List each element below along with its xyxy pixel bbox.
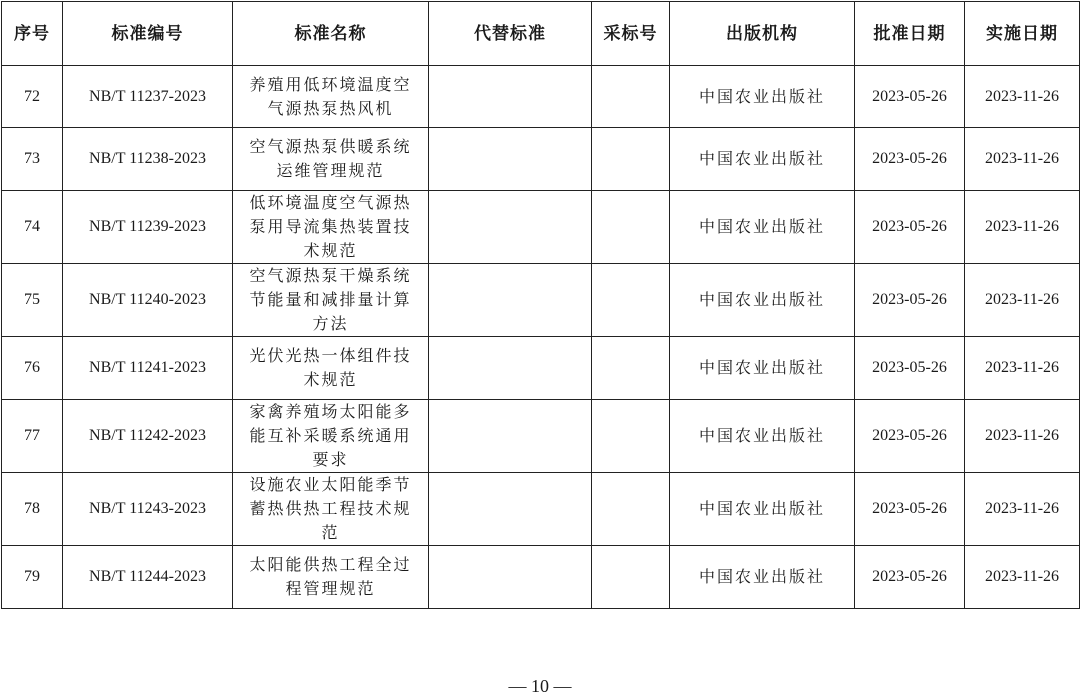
replaces-cell <box>429 337 592 400</box>
approved-cell: 2023-05-26 <box>855 473 965 546</box>
header-code: 标准编号 <box>63 2 233 66</box>
adopted-cell <box>592 128 670 191</box>
code-cell: NB/T 11243-2023 <box>63 473 233 546</box>
name-cell: 家禽养殖场太阳能多能互补采暖系统通用要求 <box>233 400 429 473</box>
code-cell: NB/T 11237-2023 <box>63 66 233 128</box>
replaces-cell <box>429 128 592 191</box>
replaces-cell <box>429 66 592 128</box>
header-seq: 序号 <box>2 2 63 66</box>
publisher-cell: 中国农业出版社 <box>670 400 855 473</box>
name-cell: 空气源热泵供暖系统运维管理规范 <box>233 128 429 191</box>
publisher-cell: 中国农业出版社 <box>670 66 855 128</box>
adopted-cell <box>592 473 670 546</box>
seq-cell: 74 <box>2 191 63 264</box>
approved-cell: 2023-05-26 <box>855 66 965 128</box>
publisher-cell: 中国农业出版社 <box>670 473 855 546</box>
effective-cell: 2023-11-26 <box>965 128 1080 191</box>
seq-cell: 78 <box>2 473 63 546</box>
effective-cell: 2023-11-26 <box>965 66 1080 128</box>
adopted-cell <box>592 400 670 473</box>
approved-cell: 2023-05-26 <box>855 337 965 400</box>
code-cell: NB/T 11241-2023 <box>63 337 233 400</box>
effective-cell: 2023-11-26 <box>965 264 1080 337</box>
effective-cell: 2023-11-26 <box>965 400 1080 473</box>
table-row <box>2 473 1080 546</box>
seq-cell: 75 <box>2 264 63 337</box>
approved-cell: 2023-05-26 <box>855 264 965 337</box>
code-cell: NB/T 11244-2023 <box>63 546 233 609</box>
code-cell: NB/T 11240-2023 <box>63 264 233 337</box>
adopted-cell <box>592 546 670 609</box>
replaces-cell <box>429 400 592 473</box>
seq-cell: 73 <box>2 128 63 191</box>
standards-table <box>1 1 1080 609</box>
publisher-cell: 中国农业出版社 <box>670 191 855 264</box>
name-cell: 光伏光热一体组件技术规范 <box>233 337 429 400</box>
code-cell: NB/T 11242-2023 <box>63 400 233 473</box>
adopted-cell <box>592 337 670 400</box>
header-adopted: 采标号 <box>592 2 670 66</box>
approved-cell: 2023-05-26 <box>855 546 965 609</box>
seq-cell: 77 <box>2 400 63 473</box>
code-cell: NB/T 11238-2023 <box>63 128 233 191</box>
publisher-cell: 中国农业出版社 <box>670 264 855 337</box>
header-replaces: 代替标准 <box>429 2 592 66</box>
approved-cell: 2023-05-26 <box>855 400 965 473</box>
replaces-cell <box>429 264 592 337</box>
approved-cell: 2023-05-26 <box>855 128 965 191</box>
table-row <box>2 400 1080 473</box>
effective-cell: 2023-11-26 <box>965 337 1080 400</box>
name-cell: 养殖用低环境温度空气源热泵热风机 <box>233 66 429 128</box>
header-effective: 实施日期 <box>965 2 1080 66</box>
effective-cell: 2023-11-26 <box>965 191 1080 264</box>
table-row <box>2 66 1080 128</box>
seq-cell: 72 <box>2 66 63 128</box>
adopted-cell <box>592 191 670 264</box>
adopted-cell <box>592 264 670 337</box>
approved-cell: 2023-05-26 <box>855 191 965 264</box>
replaces-cell <box>429 546 592 609</box>
header-name: 标准名称 <box>233 2 429 66</box>
page-number: — 10 — <box>508 676 572 696</box>
name-cell: 设施农业太阳能季节蓄热供热工程技术规范 <box>233 473 429 546</box>
table-row <box>2 128 1080 191</box>
effective-cell: 2023-11-26 <box>965 473 1080 546</box>
table-row <box>2 264 1080 337</box>
publisher-cell: 中国农业出版社 <box>670 337 855 400</box>
seq-cell: 79 <box>2 546 63 609</box>
seq-cell: 76 <box>2 337 63 400</box>
replaces-cell <box>429 191 592 264</box>
code-cell: NB/T 11239-2023 <box>63 191 233 264</box>
replaces-cell <box>429 473 592 546</box>
adopted-cell <box>592 66 670 128</box>
table-header-row <box>2 2 1080 66</box>
name-cell: 空气源热泵干燥系统节能量和减排量计算方法 <box>233 264 429 337</box>
name-cell: 太阳能供热工程全过程管理规范 <box>233 546 429 609</box>
table-row <box>2 546 1080 609</box>
name-cell: 低环境温度空气源热泵用导流集热装置技术规范 <box>233 191 429 264</box>
header-approved: 批准日期 <box>855 2 965 66</box>
table-row <box>2 191 1080 264</box>
header-publisher: 出版机构 <box>670 2 855 66</box>
publisher-cell: 中国农业出版社 <box>670 546 855 609</box>
effective-cell: 2023-11-26 <box>965 546 1080 609</box>
publisher-cell: 中国农业出版社 <box>670 128 855 191</box>
table-row <box>2 337 1080 400</box>
